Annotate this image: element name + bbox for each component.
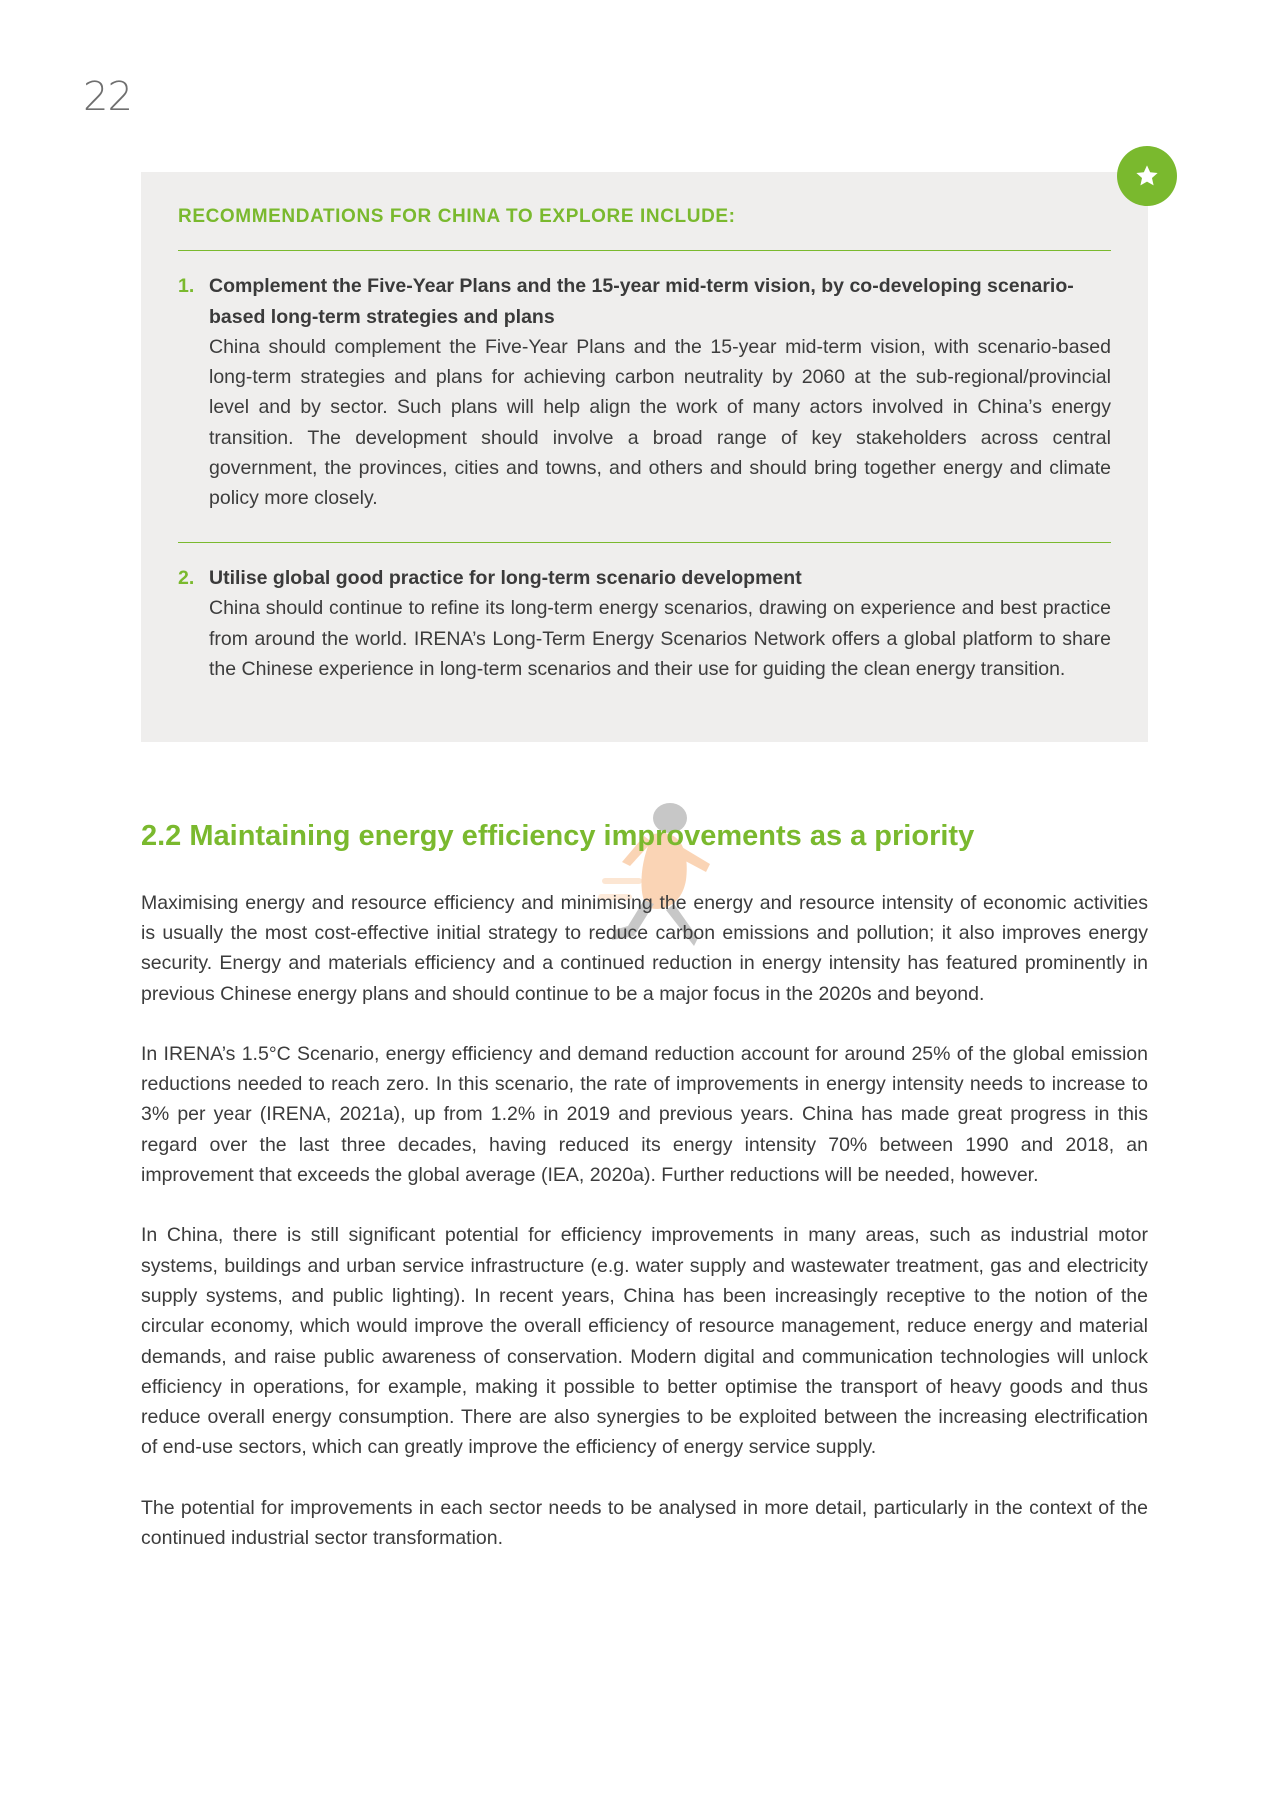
recommendation-body: China should continue to refine its long-term energy scenarios, drawing on experience and best practice from around the world. IRENA’s Long-Term Energy Scenarios Network offers a global platform to share the Chinese experience in long-term scenarios and their use for guiding the clean energy transition. — [209, 597, 1111, 681]
recommendation-title: Complement the Five-Year Plans and the 15-year mid-term vision, by co-developing scenario-based long-term strategies and plans — [209, 275, 1074, 328]
paragraph: Maximising energy and resource efficiency and minimising the energy and resource intensity of economic activities is usually the most cost-effective initial strategy to reduce carbon emissions and pollution; it also improves energy security. Energy and materials efficiency and a continued reduction in energy intensity has featured prominently in previous Chinese energy plans and should continue to be a major focus in the 2020s and beyond. — [141, 891, 1148, 1005]
recommendations-title: RECOMMENDATIONS FOR CHINA TO EXPLORE INCLUDE: — [178, 206, 736, 227]
page-number: 22 — [83, 74, 132, 120]
recommendation-number: 1. — [178, 275, 195, 298]
paragraph: In IRENA’s 1.5°C Scenario, energy efficiency and demand reduction account for around 25% of the global emission reductions needed to reach zero. In this scenario, the rate of improvements in energy intensity needs to increase to 3% per year (IRENA, 2021a), up from 1.2% in 2019 and previous years. China has made great progress in this regard over the last three decades, having reduced its energy intensity 70% between 1990 and 2018, an improvement that exceeds the global average (IEA, 2020a). Further reductions will be needed, however. — [141, 1042, 1148, 1187]
section-energy-efficiency — [141, 818, 1148, 1553]
star-icon — [1134, 163, 1160, 189]
divider — [178, 542, 1111, 544]
recommendations-box — [141, 172, 1148, 742]
star-badge — [1117, 146, 1177, 206]
divider — [178, 250, 1111, 252]
paragraph: The potential for improvements in each sector needs to be analysed in more detail, particularly in the context of the continued industrial sector transformation. — [141, 1496, 1148, 1550]
recommendation-body: China should complement the Five-Year Plans and the 15-year mid-term vision, with scenario-based long-term strategies and plans for achieving carbon neutrality by 2060 at the sub-regional/provincial level and by sector. Such plans will help align the work of many actors involved in China’s energy transition. The development should involve a broad range of key stakeholders across central government, the provinces, cities and towns, and others and should bring together energy and climate policy more closely. — [209, 335, 1111, 510]
recommendation-number: 2. — [178, 567, 195, 590]
recommendation-title: Utilise global good practice for long-term scenario development — [209, 567, 802, 590]
recommendation-item-2 — [178, 563, 1111, 684]
section-title: 2.2 Maintaining energy efficiency improvements as a priority — [141, 820, 975, 852]
paragraph: In China, there is still significant potential for efficiency improvements in many areas, such as industrial motor systems, buildings and urban service infrastructure (e.g. water supply and wastewater treatment, gas and electricity supply systems, and public lighting). In recent years, China has been increasingly receptive to the notion of the circular economy, which would improve the overall efficiency of resource management, reduce energy and material demands, and raise public awareness of conservation. Modern digital and communication technologies will unlock efficiency in operations, for example, making it possible to better optimise the transport of heavy goods and thus reduce overall energy consumption. There are also synergies to be exploited between the increasing electrification of end-use sectors, which can greatly improve the efficiency of energy service supply. — [141, 1224, 1148, 1459]
recommendation-item-1 — [178, 271, 1111, 513]
